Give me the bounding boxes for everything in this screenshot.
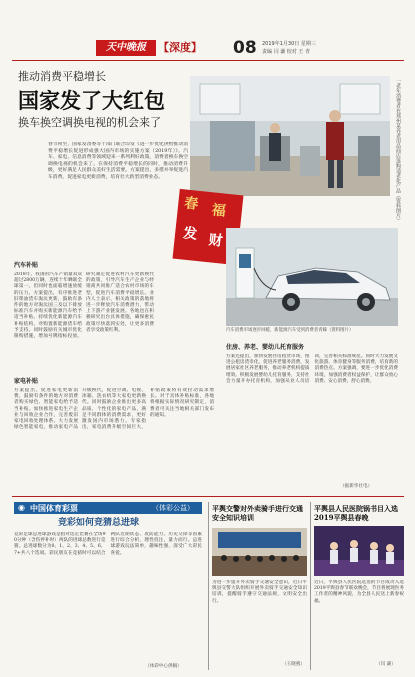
lottery-band-tag: （体彩公益） [152, 504, 194, 512]
elderly-shopping-photo [190, 76, 390, 196]
editors: 责编 闫 谦 校对 王 青 [262, 49, 310, 55]
lottery-band [14, 502, 202, 514]
brief1-title: 平舆交警对外卖骑手进行交通安全知识培训 [212, 504, 303, 522]
car-body-continued [160, 260, 220, 372]
headline-subtitle: 换车换空调换电视的机会来了 [18, 116, 161, 129]
housing-body: 方案还提出，加快发展住房租赁市场，推进公租房货币化。促进养老服务消费，发展居家社区养老服务，推动养老机构提质增效。积极发展婴幼儿托育服务，支持社会力量开办托育机构，加强从业人员培训，完善相关标准规范。同时大力发展文化旅游、体育健身等服务消费，培育新的消费热点。方案强调，要进一步优化消费环境，加强消费者权益保护，让群众放心消费、安心消费、舒心消费。 [226, 354, 398, 384]
car-body: 2018年，我国的汽车产销量双双超过2800万辆，连续十年蝉联全球第一。但同时也面临增速放缓的压力。方案提出，有序推进老旧柴油货车淘汰更新，鼓励有条件的地方对淘汰国三及以下排放标准汽车并购买新能源汽车给予适当补贴。持续优化新能源汽车补贴结构，对购置新能源货车给予支持。同时鼓励有关城市优化限购措施，增加号牌指标投放。研究制定促进农村汽车更新换代的政策，引导汽车生产企业与经销商共同推广适合农村市场的车型，促进汽车消费平稳增长。业内人士表示，相关政策的落地将进一步释放汽车消费潜力，带动上下游产业链发展。各地也在积极研究出台具体措施，确保惠民政策尽快落到实处，让更多消费者享受政策红利。 [14, 272, 154, 340]
masthead-logo [96, 40, 156, 56]
page-number: 08 [233, 38, 257, 58]
ev-car-photo [226, 228, 398, 326]
appliance-heading: 家电补贴 [14, 378, 39, 385]
header-rule [12, 60, 404, 61]
brief1-body: 为进一步提升外卖骑手交通安全意识，近日平舆县交警大队组织开展外卖骑手交通安全知识培训，提醒骑手遵守交通法规，文明安全出行。 [212, 580, 307, 604]
lottery-logo-icon: ◉ [18, 503, 25, 512]
housing-source: （据新华社电） [340, 484, 373, 489]
kicker: 推动消费平稳增长 [18, 70, 106, 83]
logo-text: 天中晚报 [96, 40, 156, 56]
column-divider [208, 502, 209, 670]
brief2-source: （闫 谦） [376, 662, 396, 667]
poster-char-3: 发 [182, 225, 198, 243]
lottery-title: 竞彩如何竞猜总进球 [58, 518, 140, 528]
lottery-source: （体彩中心供稿） [145, 664, 182, 669]
poster-char-1: 春 [183, 195, 200, 213]
housing-heading: 住房、养老、婴幼儿托育服务 [226, 344, 305, 351]
section-label: 【深度】 [158, 41, 202, 54]
lottery-band-title: 中国体育彩票 [30, 503, 78, 513]
brief1-photo [212, 528, 307, 576]
car-heading: 汽车补贴 [14, 262, 39, 269]
lottery-body: 竞彩足球总进球游戏是指对选定比赛在全场90分钟（含伤停补时）两队的进球总数进行竞猜。总进球数分为0、1、2、3、4、5、6、7+共八个选项。彩民朋友在竞猜时可以结合两队近期状态、攻防能力、历史交锋等因素进行综合分析，理性投注，量力而行。总进球游戏玩法简单，趣味性强，深受广大彩民喜爱。 [14, 532, 202, 556]
brief2-body: 近日，平舆县人民医院选送的节目成功入选2019平舆县春节联欢晚会，节目将展现医务工作者的精神风貌，为全县人民送上新春祝福。 [314, 580, 404, 604]
car-photo-caption: 汽车消费市场逐步回暖，新能源汽车受到消费者青睐（资料图片） [226, 328, 354, 333]
bottom-rule [12, 496, 404, 497]
appliance-body: 方案提出，促进家电更新消费，鼓励有条件的地方对消费者购买绿色、智能家电给予适当补贴。加快推进家电生产企业与回收企业合作，完善废旧家电回收处理体系。大力发展绿色智能家电，推动家电产品升级换代，促进空调、电视、冰箱、洗衣机等大家电更新换代。同时鼓励企业推出更多高品质、个性化的家电产品，满足不同群体的消费需求，更好激发国内市场潜力。专家指出，家电消费升级空间巨大，补贴政策将有效拉动需求增长。对于具体补贴标准，各地将根据实际情况研究制定，消费者可关注当地相关部门发布的通知。 [14, 388, 214, 431]
column-divider-2 [310, 502, 311, 670]
brief2-title: 平舆县人民医院锅书目入选2019平舆县春晚 [314, 504, 398, 522]
brief2-photo [314, 526, 404, 576]
vertical-caption: 一老年消费者在郑州某养老用品商店选购适老化产品（资料图片） [395, 78, 401, 223]
headline-title: 国家发了大红包 [18, 88, 165, 113]
lead-paragraph: 春节将至，国家发改委等十部门联合印发《进一步优化供给推动消费平稳增长促进形成强大国内市场的实施方案（2019年）》。汽车、家电、信息消费等领域迎来一系列利好政策，消费者换车换空调换电视的机会来了。在保持消费平稳增长的同时，推动消费升级，更好满足人民群众美好生活需要。方案提出，多措并举促进汽车消费，促进家电更新消费，培育壮大新型消费业态。 [48, 142, 188, 180]
issue-date: 2019年1月30日 星期三 [262, 41, 316, 47]
poster-char-2: 福 [210, 202, 227, 220]
poster-char-4: 财 [207, 232, 224, 250]
brief1-source: （王晓燕） [282, 662, 305, 667]
